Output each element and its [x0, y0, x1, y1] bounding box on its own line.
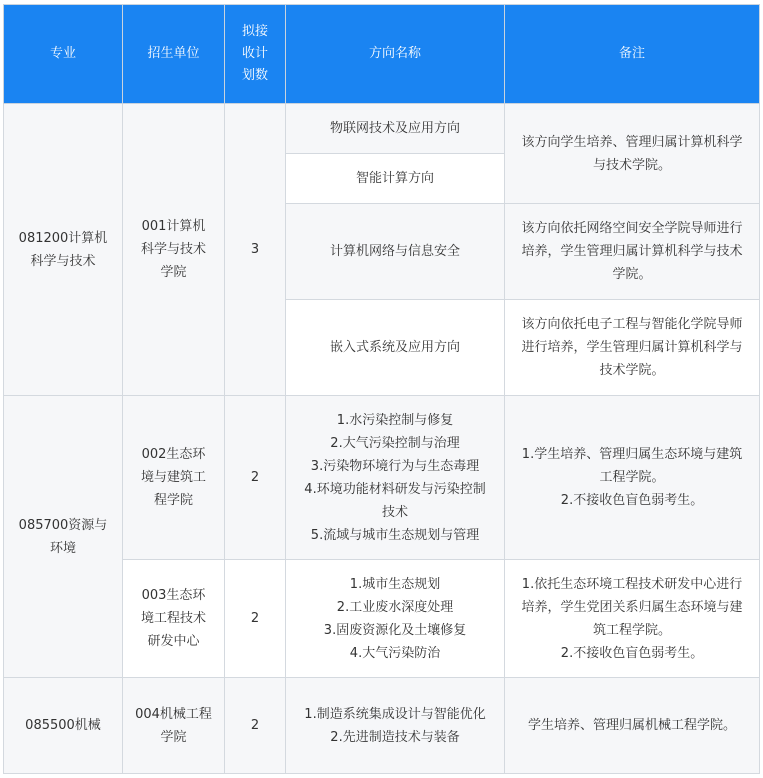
- unit-text: 004机械工程: [135, 706, 212, 722]
- plan-cell: 2: [225, 396, 286, 560]
- unit-cell: [123, 396, 225, 560]
- note-cell: [505, 300, 760, 396]
- note-cell: [505, 396, 760, 560]
- direction-item: 3.污染物环境行为与生态毒理: [310, 458, 480, 474]
- unit-cell: [123, 104, 225, 396]
- header-direction: 方向名称: [286, 5, 505, 104]
- direction-text: 计算机网络与信息安全: [329, 244, 460, 259]
- table-row: [4, 104, 760, 154]
- table-row: [4, 396, 760, 560]
- direction-cell: [286, 560, 505, 678]
- note-cell: [505, 104, 760, 204]
- table-header-row: [4, 5, 760, 104]
- direction-item: 3.固废资源化及土壤修复: [323, 622, 467, 638]
- direction-item: 5.流域与城市生态规划与管理: [310, 527, 480, 543]
- direction-item: 4.环境功能材料研发与污染控制技术: [304, 481, 486, 520]
- header-major: 专业: [4, 5, 123, 104]
- major-cell: [4, 396, 123, 678]
- direction-cell: [286, 396, 505, 560]
- plan-cell: 3: [225, 104, 286, 396]
- note-text: 学生培养、管理归属机械工程学院。: [527, 718, 736, 733]
- header-plan: [225, 5, 286, 104]
- note-item: 2.不接收色盲色弱考生。: [560, 493, 704, 508]
- note-item: 1.学生培养、管理归属生态环境与建筑工程学院。: [521, 447, 743, 485]
- major-cell: [4, 104, 123, 396]
- note-cell: [505, 204, 760, 300]
- direction-item: 1.水污染控制与修复: [336, 412, 454, 428]
- direction-cell: [286, 678, 505, 774]
- note-text: 该方向学生培养、管理归属计算机科学与技术学院。: [521, 134, 743, 173]
- unit-cell: [123, 678, 225, 774]
- direction-cell: [286, 104, 505, 154]
- unit-text: 学院: [160, 729, 187, 745]
- direction-cell: [286, 300, 505, 396]
- unit-text: 002生态环境与建筑工程学院: [140, 447, 206, 508]
- direction-item: 4.大气污染防治: [349, 645, 441, 661]
- direction-text: 智能计算方向: [355, 171, 434, 186]
- direction-item: 2.工业废水深度处理: [336, 599, 454, 615]
- note-text: 该方向依托电子工程与智能化学院导师进行培养，学生管理归属计算机科学与技术学院。: [521, 317, 743, 378]
- major-text: 081200计算机科学与技术: [18, 230, 108, 269]
- note-item: 2.不接收色盲色弱考生。: [560, 645, 704, 661]
- direction-text: 物联网技术及应用方向: [329, 121, 460, 136]
- direction-text: 嵌入式系统及应用方向: [329, 340, 460, 355]
- direction-cell: [286, 154, 505, 204]
- admission-plan-table: [3, 4, 760, 774]
- unit-cell: [123, 560, 225, 678]
- header-note: 备注: [505, 5, 760, 104]
- plan-cell: 2: [225, 560, 286, 678]
- note-item: 1.依托生态环境工程技术研发中心进行培养，学生党团关系归属生态环境与建筑工程学院。: [521, 576, 743, 638]
- direction-cell: [286, 204, 505, 300]
- unit-text: 001计算机科学与技术学院: [140, 219, 206, 280]
- major-cell: 085500机械: [4, 678, 123, 774]
- header-unit: 招生单位: [123, 5, 225, 104]
- table-row: [4, 678, 760, 774]
- note-text: 该方向依托网络空间安全学院导师进行培养，学生管理归属计算机科学与技术学院。: [521, 221, 743, 282]
- header-plan-text: 拟接收计划数: [241, 24, 268, 83]
- direction-item: 1.制造系统集成设计与智能优化: [304, 706, 486, 722]
- direction-item: 2.大气污染控制与治理: [330, 435, 460, 451]
- major-text: 085700资源与环境: [18, 517, 108, 556]
- plan-cell: 2: [225, 678, 286, 774]
- direction-item: 2.先进制造技术与装备: [330, 729, 460, 745]
- unit-text: 003生态环境工程技术研发中心: [140, 588, 206, 649]
- note-cell: [505, 560, 760, 678]
- note-cell: [505, 678, 760, 774]
- direction-item: 1.城市生态规划: [349, 576, 441, 592]
